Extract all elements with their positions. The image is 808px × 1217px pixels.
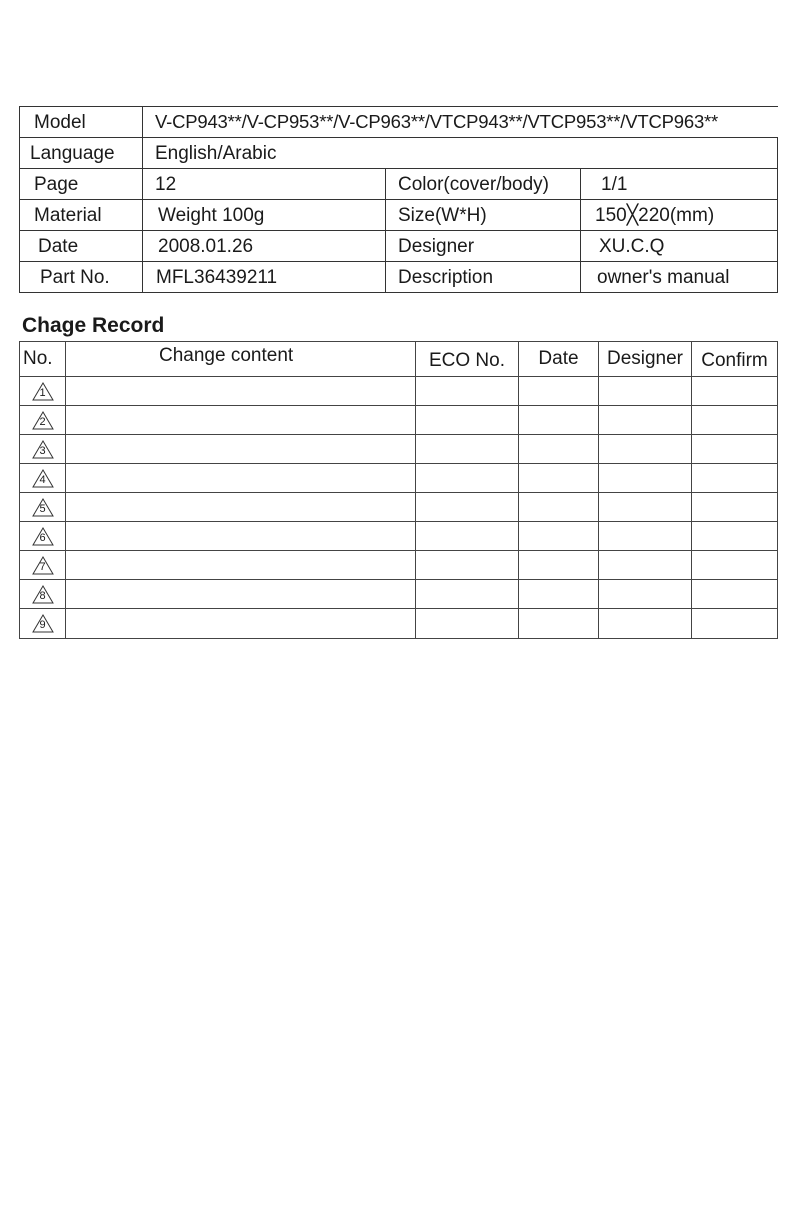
designer-cell[interactable] (599, 406, 692, 435)
revision-number: 6 (39, 531, 46, 544)
change-content-cell[interactable] (66, 609, 416, 639)
date-cell[interactable] (519, 493, 599, 522)
header-no: No. (20, 342, 66, 377)
date-cell[interactable] (519, 522, 599, 551)
size-label: Size(W*H) (386, 200, 581, 231)
confirm-cell[interactable] (692, 406, 778, 435)
header-change-content: Change content (66, 342, 416, 377)
designer-label: Designer (386, 231, 581, 262)
triangle-revision-icon (32, 411, 54, 430)
table-row (20, 493, 778, 522)
change-content-cell[interactable] (66, 435, 416, 464)
confirm-cell[interactable] (692, 580, 778, 609)
confirm-cell[interactable] (692, 464, 778, 493)
header-date: Date (519, 342, 599, 377)
table-row (20, 522, 778, 551)
revision-number-cell (20, 435, 66, 464)
page-value: 12 (143, 169, 386, 200)
triangle-revision-icon (32, 469, 54, 488)
eco-no-cell[interactable] (416, 609, 519, 639)
triangle-revision-icon (32, 382, 54, 401)
spec-row-model (20, 107, 778, 138)
revision-number: 3 (39, 444, 46, 457)
date-cell[interactable] (519, 377, 599, 406)
revision-number: 7 (39, 560, 46, 573)
revision-number-cell (20, 580, 66, 609)
triangle-revision-icon (32, 556, 54, 575)
revision-number-cell (20, 609, 66, 639)
header-eco-no: ECO No. (416, 342, 519, 377)
eco-no-cell[interactable] (416, 580, 519, 609)
revision-number: 1 (39, 386, 46, 399)
triangle-revision-icon (32, 585, 54, 604)
designer-cell[interactable] (599, 580, 692, 609)
document-spec-table (19, 106, 778, 293)
designer-cell[interactable] (599, 493, 692, 522)
description-label: Description (386, 262, 581, 293)
revision-number: 9 (39, 619, 46, 631)
table-row (20, 464, 778, 493)
designer-cell[interactable] (599, 522, 692, 551)
eco-no-cell[interactable] (416, 406, 519, 435)
triangle-revision-icon (32, 498, 54, 517)
eco-no-cell[interactable] (416, 377, 519, 406)
revision-number-cell (20, 406, 66, 435)
designer-cell[interactable] (599, 435, 692, 464)
revision-number-cell (20, 493, 66, 522)
confirm-cell[interactable] (692, 377, 778, 406)
change-content-cell[interactable] (66, 377, 416, 406)
revision-number: 5 (39, 502, 46, 515)
header-designer: Designer (599, 342, 692, 377)
table-row (20, 609, 778, 639)
header-confirm: Confirm (692, 342, 778, 377)
change-content-cell[interactable] (66, 464, 416, 493)
triangle-revision-icon (32, 527, 54, 546)
material-value: Weight 100g (143, 200, 386, 231)
designer-cell[interactable] (599, 377, 692, 406)
date-value: 2008.01.26 (143, 231, 386, 262)
change-content-cell[interactable] (66, 551, 416, 580)
language-label: Language (20, 138, 143, 169)
color-value: 1/1 (581, 169, 778, 200)
date-label: Date (20, 231, 143, 262)
model-label: Model (20, 107, 143, 138)
revision-number-cell (20, 377, 66, 406)
table-row (20, 435, 778, 464)
confirm-cell[interactable] (692, 609, 778, 639)
change-content-cell[interactable] (66, 406, 416, 435)
revision-number: 8 (39, 589, 46, 602)
spec-row-language (20, 138, 778, 169)
revision-number-cell (20, 464, 66, 493)
confirm-cell[interactable] (692, 493, 778, 522)
eco-no-cell[interactable] (416, 464, 519, 493)
description-value: owner's manual (581, 262, 778, 293)
eco-no-cell[interactable] (416, 522, 519, 551)
model-value: V-CP943**/V-CP953**/V-CP963**/VTCP943**/VTCP953**/VTCP963** (143, 107, 778, 138)
confirm-cell[interactable] (692, 435, 778, 464)
date-cell[interactable] (519, 406, 599, 435)
change-content-cell[interactable] (66, 522, 416, 551)
change-content-cell[interactable] (66, 493, 416, 522)
language-value: English/Arabic (143, 138, 778, 169)
revision-number: 4 (39, 473, 46, 486)
date-cell[interactable] (519, 580, 599, 609)
table-row (20, 551, 778, 580)
spec-row-material (20, 200, 778, 231)
table-row (20, 580, 778, 609)
table-row (20, 377, 778, 406)
size-value: 150╳220(mm) (581, 200, 778, 231)
color-label: Color(cover/body) (386, 169, 581, 200)
change-record-header-row (20, 342, 778, 377)
spec-row-date (20, 231, 778, 262)
part-no-label: Part No. (20, 262, 143, 293)
change-record-rows (20, 377, 778, 639)
eco-no-cell[interactable] (416, 493, 519, 522)
confirm-cell[interactable] (692, 522, 778, 551)
designer-cell[interactable] (599, 551, 692, 580)
spec-row-part (20, 262, 778, 293)
date-cell[interactable] (519, 551, 599, 580)
confirm-cell[interactable] (692, 551, 778, 580)
part-no-value: MFL36439211 (143, 262, 386, 293)
designer-cell[interactable] (599, 464, 692, 493)
material-label: Material (20, 200, 143, 231)
change-record-table (19, 341, 778, 639)
date-cell[interactable] (519, 609, 599, 639)
eco-no-cell[interactable] (416, 551, 519, 580)
triangle-revision-icon (32, 614, 54, 633)
triangle-revision-icon (32, 440, 54, 459)
revision-number: 2 (39, 415, 46, 428)
designer-cell[interactable] (599, 609, 692, 639)
revision-number-cell (20, 551, 66, 580)
date-cell[interactable] (519, 435, 599, 464)
eco-no-cell[interactable] (416, 435, 519, 464)
revision-number-cell (20, 522, 66, 551)
designer-value: XU.C.Q (581, 231, 778, 262)
date-cell[interactable] (519, 464, 599, 493)
change-record-title: Chage Record (22, 314, 165, 337)
page-label: Page (20, 169, 143, 200)
spec-row-page (20, 169, 778, 200)
table-row (20, 406, 778, 435)
change-content-cell[interactable] (66, 580, 416, 609)
